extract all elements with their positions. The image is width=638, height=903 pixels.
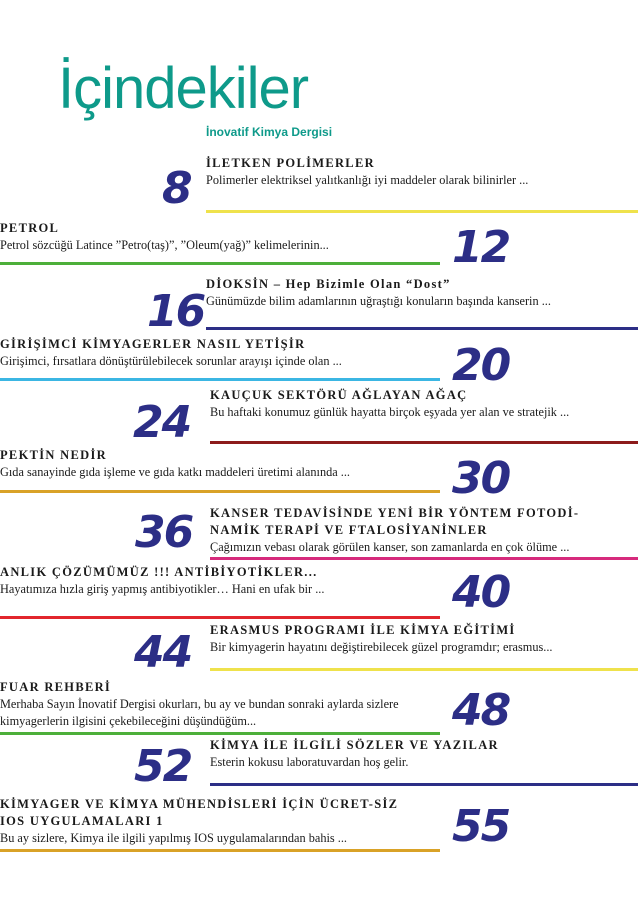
entry-description: Bu haftaki konumuz günlük hayatta birçok eşyada yer alan ve stratejik ... (210, 405, 570, 419)
page-title: İçindekiler (58, 56, 309, 121)
divider-bar (210, 783, 638, 786)
toc-entry[interactable] (210, 505, 630, 556)
entry-description: Polimerler elektriksel yalıtkanlığı iyi maddeler olarak bilinirler ... (206, 173, 529, 187)
page-number-12: 12 (452, 222, 510, 273)
entry-description: Çağımızın vebası olarak görülen kanser, son zamanlarda en çok ölüme ... (210, 540, 570, 554)
toc-entry[interactable] (0, 336, 342, 370)
entry-title: KAUÇUK SEKTÖRÜ AĞLAYAN AĞAÇ (210, 388, 468, 402)
entry-title: PEKTİN NEDİR (0, 448, 107, 462)
toc-entry[interactable] (0, 564, 324, 598)
page-number-40: 40 (452, 567, 510, 618)
page-number-30: 30 (452, 453, 510, 504)
page-number-52: 52 (134, 741, 192, 792)
divider-bar (210, 441, 638, 444)
divider-bar (0, 490, 440, 493)
entry-description: Merhaba Sayın İnovatif Dergisi okurları, bu ay ve bundan sonraki aylarda sizlere kimyagerlerin ilgisini çekebileceğini düşündüğüm... (0, 697, 399, 728)
divider-bar (210, 668, 638, 671)
divider-bar (0, 616, 440, 619)
entry-title: ERASMUS PROGRAMI İLE KİMYA EĞİTİMİ (210, 623, 516, 637)
page-number-44: 44 (134, 627, 192, 678)
entry-description: Günümüzde bilim adamlarının uğraştığı konuların başında kanserin ... (206, 294, 551, 308)
entry-description: Hayatımıza hızla giriş yapmış antibiyotikler… Hani en ufak bir ... (0, 582, 325, 596)
toc-entry[interactable] (210, 622, 553, 656)
page-number-55: 55 (452, 801, 510, 852)
entry-title: FUAR REHBERİ (0, 680, 112, 694)
divider-bar (0, 262, 440, 265)
entry-description: Bir kimyagerin hayatını değiştirebilecek güzel programdır; erasmus... (210, 640, 553, 654)
toc-entry[interactable] (0, 220, 329, 254)
entry-description: Gıda sanayinde gıda işleme ve gıda katkı maddeleri üretimi alanında ... (0, 465, 351, 479)
divider-bar (0, 732, 440, 735)
entry-title: GİRİŞİMCİ KİMYAGERLER NASIL YETİŞİR (0, 337, 306, 351)
divider-bar (206, 210, 638, 213)
toc-entry[interactable] (0, 679, 430, 730)
entry-description: Bu ay sizlere, Kimya ile ilgili yapılmış IOS uygulamalarından bahis ... (0, 831, 347, 845)
entry-title: KİMYA İLE İLGİLİ SÖZLER VE YAZILAR (210, 738, 499, 752)
page-number-20: 20 (452, 340, 510, 391)
divider-bar (206, 327, 638, 330)
toc-entry[interactable] (206, 276, 551, 310)
entry-title: DİOKSİN – Hep Bizimle Olan “Dost” (206, 277, 451, 291)
entry-description: Esterin kokusu laboratuvardan hoş gelir. (210, 755, 409, 769)
toc-entry[interactable] (210, 387, 569, 421)
divider-bar (210, 557, 638, 560)
page-number-24: 24 (133, 397, 191, 448)
divider-bar (0, 849, 440, 852)
toc-entry[interactable] (0, 796, 420, 847)
entry-title: İLETKEN POLİMERLER (206, 156, 375, 170)
entry-title: KANSER TEDAVİSİNDE YENİ BİR YÖNTEM FOTODİ-NAMİK TERAPİ VE FTALOSİYANİNLER (210, 506, 580, 537)
toc-entry[interactable] (206, 155, 528, 189)
page-number-8: 8 (162, 163, 191, 214)
entry-title: KİMYAGER VE KİMYA MÜHENDİSLERİ İÇİN ÜCRET-SİZ IOS UYGULAMALARI 1 (0, 797, 399, 828)
toc-entry[interactable] (0, 447, 350, 481)
entry-description: Petrol sözcüğü Latince ”Petro(taş)”, ”Oleum(yağ)” kelimelerinin... (0, 238, 329, 252)
page-number-48: 48 (452, 685, 510, 736)
entry-title: PETROL (0, 221, 60, 235)
entry-title: ANLIK ÇÖZÜMÜMÜZ !!! ANTİBİYOTİKLER... (0, 565, 318, 579)
entry-description: Girişimci, fırsatlara dönüştürülebilecek sorunlar arayışı içinde olan ... (0, 354, 342, 368)
page-number-36: 36 (135, 507, 193, 558)
magazine-subtitle: İnovatif Kimya Dergisi (206, 125, 333, 139)
page-number-16: 16 (147, 286, 205, 337)
toc-entry[interactable] (210, 737, 499, 771)
divider-bar (0, 378, 440, 381)
